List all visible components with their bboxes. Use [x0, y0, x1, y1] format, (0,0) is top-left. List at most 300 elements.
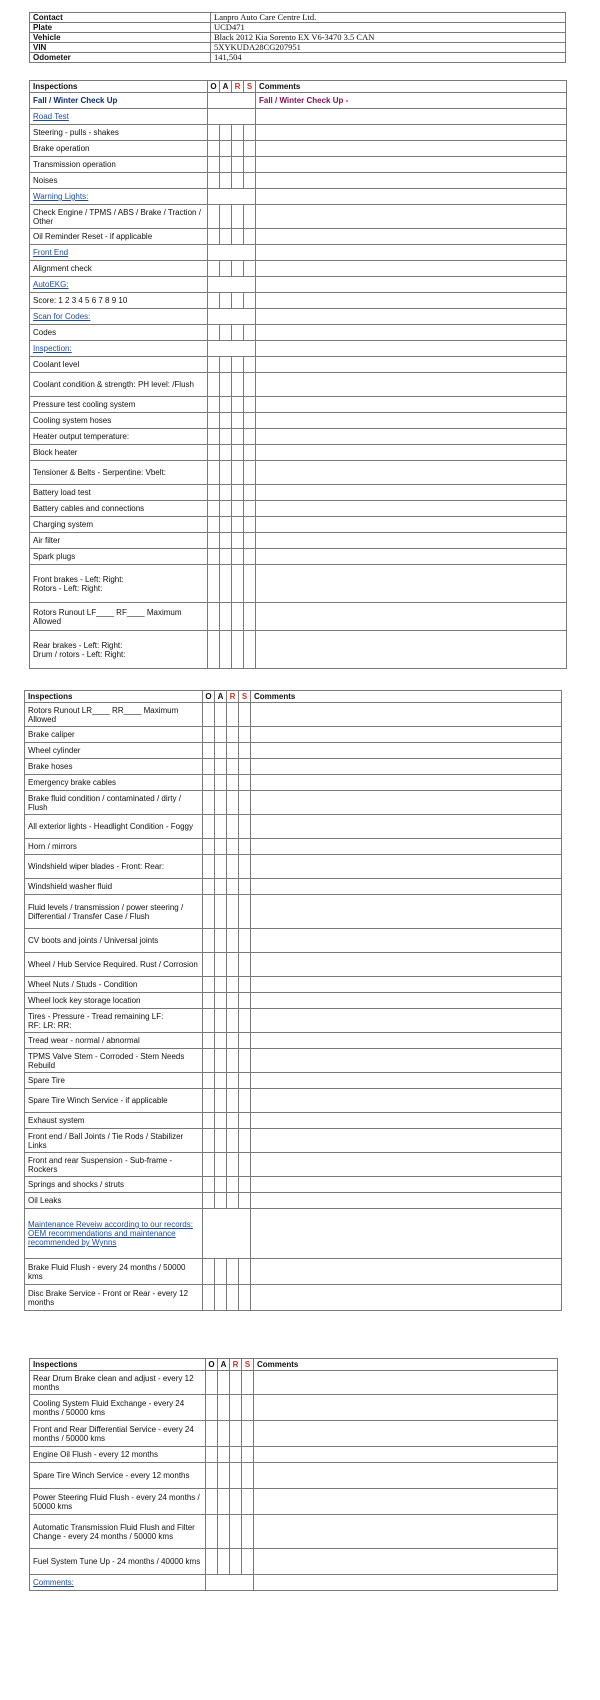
- checkbox-r[interactable]: [230, 1515, 242, 1549]
- comment-cell[interactable]: [256, 533, 567, 549]
- checkbox-o[interactable]: [203, 743, 215, 759]
- checkbox-r[interactable]: [227, 929, 239, 953]
- comment-cell[interactable]: [256, 413, 567, 429]
- checkbox-a[interactable]: [215, 929, 227, 953]
- checkbox-a[interactable]: [220, 565, 232, 603]
- section-heading[interactable]: [30, 341, 208, 357]
- checkbox-o[interactable]: [206, 1447, 218, 1463]
- checkbox-a[interactable]: [220, 229, 232, 245]
- comment-cell[interactable]: [251, 1129, 562, 1153]
- checkbox-r[interactable]: [227, 743, 239, 759]
- checkbox-a[interactable]: [215, 879, 227, 895]
- checkbox-a[interactable]: [215, 953, 227, 977]
- checkbox-a[interactable]: [215, 703, 227, 727]
- checkbox-a[interactable]: [215, 1177, 227, 1193]
- checkbox-o[interactable]: [203, 993, 215, 1009]
- checkbox-s[interactable]: [244, 261, 256, 277]
- comment-cell[interactable]: [256, 603, 567, 631]
- checkbox-o[interactable]: [206, 1371, 218, 1395]
- checkbox-o[interactable]: [208, 373, 220, 397]
- checkbox-a[interactable]: [215, 815, 227, 839]
- checkbox-o[interactable]: [208, 501, 220, 517]
- checkbox-a[interactable]: [220, 261, 232, 277]
- checkbox-r[interactable]: [232, 429, 244, 445]
- checkbox-o[interactable]: [206, 1549, 218, 1575]
- checkbox-r[interactable]: [232, 461, 244, 485]
- comment-cell[interactable]: [256, 397, 567, 413]
- checkbox-r[interactable]: [227, 855, 239, 879]
- comment-cell[interactable]: [256, 501, 567, 517]
- checkbox-o[interactable]: [203, 1033, 215, 1049]
- comment-cell[interactable]: [251, 815, 562, 839]
- checkbox-r[interactable]: [227, 977, 239, 993]
- checkbox-r[interactable]: [230, 1371, 242, 1395]
- checkbox-s[interactable]: [242, 1371, 254, 1395]
- checkbox-o[interactable]: [203, 791, 215, 815]
- checkbox-o[interactable]: [203, 775, 215, 791]
- checkbox-s[interactable]: [239, 1129, 251, 1153]
- comment-cell[interactable]: [254, 1549, 558, 1575]
- checkbox-o[interactable]: [203, 879, 215, 895]
- checkbox-a[interactable]: [215, 1113, 227, 1129]
- comment-cell[interactable]: [251, 1193, 562, 1209]
- section-heading[interactable]: [30, 309, 208, 325]
- checkbox-o[interactable]: [208, 293, 220, 309]
- checkbox-o[interactable]: [208, 261, 220, 277]
- comment-cell[interactable]: [256, 205, 567, 229]
- checkbox-s[interactable]: [244, 413, 256, 429]
- checkbox-s[interactable]: [239, 775, 251, 791]
- checkbox-r[interactable]: [227, 1049, 239, 1073]
- checkbox-a[interactable]: [215, 839, 227, 855]
- comment-cell[interactable]: [256, 357, 567, 373]
- checkbox-a[interactable]: [220, 141, 232, 157]
- checkbox-s[interactable]: [244, 325, 256, 341]
- checkbox-r[interactable]: [227, 1009, 239, 1033]
- checkbox-s[interactable]: [242, 1463, 254, 1489]
- checkbox-o[interactable]: [203, 1193, 215, 1209]
- checkbox-s[interactable]: [242, 1515, 254, 1549]
- checkbox-r[interactable]: [232, 125, 244, 141]
- comment-cell[interactable]: [251, 743, 562, 759]
- comment-cell[interactable]: [251, 1177, 562, 1193]
- comment-cell[interactable]: [256, 125, 567, 141]
- comment-cell[interactable]: [256, 549, 567, 565]
- checkbox-r[interactable]: [227, 993, 239, 1009]
- section-heading[interactable]: [30, 189, 208, 205]
- comment-cell[interactable]: [256, 141, 567, 157]
- comment-cell[interactable]: [256, 429, 567, 445]
- section-heading[interactable]: [30, 245, 208, 261]
- checkbox-s[interactable]: [244, 603, 256, 631]
- checkbox-o[interactable]: [208, 205, 220, 229]
- checkbox-r[interactable]: [227, 953, 239, 977]
- comment-cell[interactable]: [254, 1463, 558, 1489]
- checkbox-a[interactable]: [215, 1259, 227, 1285]
- comment-cell[interactable]: [251, 1209, 562, 1259]
- comment-cell[interactable]: [251, 977, 562, 993]
- checkbox-r[interactable]: [230, 1447, 242, 1463]
- comment-cell[interactable]: [251, 727, 562, 743]
- comment-cell[interactable]: [251, 1113, 562, 1129]
- comment-cell[interactable]: [251, 791, 562, 815]
- checkbox-o[interactable]: [203, 727, 215, 743]
- checkbox-s[interactable]: [239, 1177, 251, 1193]
- checkbox-a[interactable]: [215, 1153, 227, 1177]
- checkbox-s[interactable]: [239, 1009, 251, 1033]
- checkbox-s[interactable]: [242, 1395, 254, 1421]
- checkbox-s[interactable]: [244, 631, 256, 669]
- checkbox-r[interactable]: [232, 533, 244, 549]
- checkbox-r[interactable]: [232, 157, 244, 173]
- checkbox-r[interactable]: [232, 141, 244, 157]
- checkbox-s[interactable]: [244, 157, 256, 173]
- checkbox-s[interactable]: [239, 815, 251, 839]
- checkbox-r[interactable]: [227, 1177, 239, 1193]
- checkbox-s[interactable]: [244, 141, 256, 157]
- checkbox-a[interactable]: [215, 977, 227, 993]
- checkbox-s[interactable]: [242, 1447, 254, 1463]
- comment-cell[interactable]: [256, 109, 567, 125]
- checkbox-r[interactable]: [230, 1489, 242, 1515]
- checkbox-o[interactable]: [206, 1515, 218, 1549]
- checkbox-o[interactable]: [203, 1009, 215, 1033]
- checkbox-o[interactable]: [203, 1285, 215, 1311]
- checkbox-a[interactable]: [220, 205, 232, 229]
- checkbox-s[interactable]: [239, 1259, 251, 1285]
- checkbox-a[interactable]: [215, 1285, 227, 1311]
- checkbox-o[interactable]: [208, 533, 220, 549]
- checkbox-a[interactable]: [220, 501, 232, 517]
- checkbox-a[interactable]: [220, 517, 232, 533]
- checkbox-o[interactable]: [208, 397, 220, 413]
- checkbox-a[interactable]: [220, 549, 232, 565]
- checkbox-a[interactable]: [220, 397, 232, 413]
- checkbox-s[interactable]: [244, 445, 256, 461]
- comment-cell[interactable]: [256, 229, 567, 245]
- checkbox-s[interactable]: [244, 397, 256, 413]
- checkbox-r[interactable]: [227, 1073, 239, 1089]
- checkbox-o[interactable]: [208, 173, 220, 189]
- checkbox-o[interactable]: [208, 549, 220, 565]
- checkbox-s[interactable]: [239, 879, 251, 895]
- checkbox-s[interactable]: [244, 125, 256, 141]
- checkbox-a[interactable]: [215, 1089, 227, 1113]
- checkbox-a[interactable]: [218, 1447, 230, 1463]
- checkbox-o[interactable]: [208, 603, 220, 631]
- checkbox-a[interactable]: [220, 157, 232, 173]
- checkbox-r[interactable]: [232, 229, 244, 245]
- comment-cell[interactable]: [251, 1049, 562, 1073]
- checkbox-r[interactable]: [227, 1089, 239, 1113]
- comment-cell[interactable]: [254, 1395, 558, 1421]
- checkbox-r[interactable]: [227, 727, 239, 743]
- checkbox-o[interactable]: [203, 703, 215, 727]
- comment-cell[interactable]: [251, 1033, 562, 1049]
- checkbox-s[interactable]: [244, 429, 256, 445]
- checkbox-o[interactable]: [208, 141, 220, 157]
- checkbox-s[interactable]: [239, 1089, 251, 1113]
- checkbox-r[interactable]: [227, 1193, 239, 1209]
- checkbox-a[interactable]: [215, 1073, 227, 1089]
- checkbox-o[interactable]: [208, 413, 220, 429]
- checkbox-o[interactable]: [203, 759, 215, 775]
- checkbox-s[interactable]: [244, 485, 256, 501]
- checkbox-s[interactable]: [239, 895, 251, 929]
- checkbox-s[interactable]: [244, 205, 256, 229]
- checkbox-s[interactable]: [239, 1073, 251, 1089]
- checkbox-a[interactable]: [218, 1515, 230, 1549]
- section-heading[interactable]: [30, 1575, 206, 1591]
- checkbox-r[interactable]: [230, 1421, 242, 1447]
- section-heading[interactable]: [30, 277, 208, 293]
- checkbox-o[interactable]: [203, 1177, 215, 1193]
- checkbox-o[interactable]: [203, 929, 215, 953]
- checkbox-a[interactable]: [215, 775, 227, 791]
- checkbox-a[interactable]: [215, 1033, 227, 1049]
- checkbox-a[interactable]: [220, 631, 232, 669]
- checkbox-a[interactable]: [215, 895, 227, 929]
- checkbox-o[interactable]: [203, 839, 215, 855]
- checkbox-a[interactable]: [220, 173, 232, 189]
- comment-cell[interactable]: [251, 1089, 562, 1113]
- checkbox-a[interactable]: [215, 759, 227, 775]
- checkbox-o[interactable]: [203, 977, 215, 993]
- comment-cell[interactable]: [251, 1073, 562, 1089]
- checkbox-a[interactable]: [220, 413, 232, 429]
- checkbox-s[interactable]: [244, 549, 256, 565]
- checkbox-r[interactable]: [232, 413, 244, 429]
- comment-cell[interactable]: [251, 1259, 562, 1285]
- comment-cell[interactable]: [254, 1447, 558, 1463]
- checkbox-o[interactable]: [208, 485, 220, 501]
- checkbox-s[interactable]: [242, 1549, 254, 1575]
- checkbox-r[interactable]: [232, 173, 244, 189]
- checkbox-r[interactable]: [232, 205, 244, 229]
- checkbox-s[interactable]: [242, 1489, 254, 1515]
- comment-cell[interactable]: [256, 277, 567, 293]
- checkbox-s[interactable]: [239, 1049, 251, 1073]
- checkbox-a[interactable]: [218, 1463, 230, 1489]
- comment-cell[interactable]: [251, 775, 562, 791]
- comment-cell[interactable]: [256, 189, 567, 205]
- comment-cell[interactable]: [251, 703, 562, 727]
- comment-cell[interactable]: [256, 325, 567, 341]
- checkbox-s[interactable]: [244, 501, 256, 517]
- checkbox-r[interactable]: [227, 815, 239, 839]
- checkbox-o[interactable]: [208, 357, 220, 373]
- checkbox-r[interactable]: [232, 357, 244, 373]
- checkbox-r[interactable]: [232, 325, 244, 341]
- checkbox-s[interactable]: [239, 791, 251, 815]
- checkbox-s[interactable]: [242, 1421, 254, 1447]
- checkbox-r[interactable]: [227, 759, 239, 775]
- comment-cell[interactable]: [256, 309, 567, 325]
- checkbox-r[interactable]: [232, 373, 244, 397]
- checkbox-s[interactable]: [239, 953, 251, 977]
- comment-cell[interactable]: [254, 1489, 558, 1515]
- checkbox-o[interactable]: [206, 1489, 218, 1515]
- checkbox-r[interactable]: [232, 565, 244, 603]
- checkbox-r[interactable]: [227, 1033, 239, 1049]
- checkbox-a[interactable]: [218, 1489, 230, 1515]
- checkbox-a[interactable]: [220, 325, 232, 341]
- checkbox-o[interactable]: [206, 1421, 218, 1447]
- checkbox-a[interactable]: [218, 1421, 230, 1447]
- checkbox-o[interactable]: [208, 429, 220, 445]
- comment-cell[interactable]: [256, 631, 567, 669]
- checkbox-a[interactable]: [218, 1371, 230, 1395]
- checkbox-r[interactable]: [230, 1463, 242, 1489]
- checkbox-s[interactable]: [244, 533, 256, 549]
- checkbox-s[interactable]: [239, 727, 251, 743]
- comment-cell[interactable]: [251, 895, 562, 929]
- checkbox-a[interactable]: [215, 993, 227, 1009]
- checkbox-a[interactable]: [220, 429, 232, 445]
- checkbox-s[interactable]: [244, 229, 256, 245]
- comment-cell[interactable]: [251, 839, 562, 855]
- section-heading[interactable]: [25, 1209, 203, 1259]
- checkbox-o[interactable]: [208, 461, 220, 485]
- checkbox-o[interactable]: [208, 517, 220, 533]
- checkbox-a[interactable]: [215, 1049, 227, 1073]
- checkbox-a[interactable]: [218, 1395, 230, 1421]
- checkbox-o[interactable]: [208, 125, 220, 141]
- checkbox-a[interactable]: [220, 125, 232, 141]
- checkbox-s[interactable]: [244, 357, 256, 373]
- checkbox-r[interactable]: [227, 879, 239, 895]
- comment-cell[interactable]: [256, 517, 567, 533]
- checkbox-a[interactable]: [215, 1009, 227, 1033]
- checkbox-r[interactable]: [232, 517, 244, 533]
- checkbox-o[interactable]: [203, 1089, 215, 1113]
- checkbox-s[interactable]: [239, 703, 251, 727]
- checkbox-a[interactable]: [215, 1193, 227, 1209]
- comment-cell[interactable]: [254, 1371, 558, 1395]
- checkbox-s[interactable]: [239, 977, 251, 993]
- checkbox-s[interactable]: [239, 929, 251, 953]
- checkbox-o[interactable]: [203, 1049, 215, 1073]
- checkbox-a[interactable]: [215, 1129, 227, 1153]
- checkbox-a[interactable]: [215, 727, 227, 743]
- checkbox-r[interactable]: [232, 397, 244, 413]
- checkbox-r[interactable]: [227, 703, 239, 727]
- checkbox-r[interactable]: [227, 895, 239, 929]
- checkbox-s[interactable]: [239, 1033, 251, 1049]
- comment-cell[interactable]: [256, 445, 567, 461]
- checkbox-a[interactable]: [215, 791, 227, 815]
- checkbox-o[interactable]: [206, 1463, 218, 1489]
- checkbox-r[interactable]: [232, 549, 244, 565]
- checkbox-r[interactable]: [232, 293, 244, 309]
- checkbox-r[interactable]: [227, 1285, 239, 1311]
- comment-cell[interactable]: [256, 485, 567, 501]
- comment-cell[interactable]: [251, 929, 562, 953]
- checkbox-a[interactable]: [218, 1549, 230, 1575]
- comment-cell[interactable]: [256, 373, 567, 397]
- checkbox-s[interactable]: [239, 759, 251, 775]
- comment-cell[interactable]: [254, 1515, 558, 1549]
- checkbox-s[interactable]: [239, 1285, 251, 1311]
- checkbox-s[interactable]: [239, 855, 251, 879]
- checkbox-s[interactable]: [239, 1113, 251, 1129]
- checkbox-o[interactable]: [203, 855, 215, 879]
- checkbox-o[interactable]: [208, 565, 220, 603]
- checkbox-s[interactable]: [244, 517, 256, 533]
- checkbox-o[interactable]: [203, 895, 215, 929]
- checkbox-s[interactable]: [244, 173, 256, 189]
- comment-cell[interactable]: [251, 855, 562, 879]
- checkbox-a[interactable]: [220, 461, 232, 485]
- checkbox-s[interactable]: [244, 373, 256, 397]
- checkbox-a[interactable]: [220, 373, 232, 397]
- comment-cell[interactable]: [256, 341, 567, 357]
- comment-cell[interactable]: [256, 293, 567, 309]
- comment-cell[interactable]: [256, 173, 567, 189]
- checkbox-s[interactable]: [239, 993, 251, 1009]
- checkbox-o[interactable]: [203, 1113, 215, 1129]
- comment-cell[interactable]: [251, 993, 562, 1009]
- checkbox-a[interactable]: [215, 743, 227, 759]
- checkbox-o[interactable]: [208, 157, 220, 173]
- comment-cell[interactable]: [256, 261, 567, 277]
- checkbox-r[interactable]: [232, 603, 244, 631]
- checkbox-s[interactable]: [244, 293, 256, 309]
- checkbox-r[interactable]: [227, 1153, 239, 1177]
- checkbox-r[interactable]: [227, 1129, 239, 1153]
- comment-cell[interactable]: [256, 565, 567, 603]
- checkbox-r[interactable]: [232, 631, 244, 669]
- checkbox-r[interactable]: [227, 1113, 239, 1129]
- comment-cell[interactable]: [256, 461, 567, 485]
- comment-cell[interactable]: [251, 759, 562, 775]
- checkbox-o[interactable]: [203, 815, 215, 839]
- checkbox-o[interactable]: [208, 325, 220, 341]
- comment-cell[interactable]: [251, 1153, 562, 1177]
- checkbox-a[interactable]: [220, 445, 232, 461]
- checkbox-r[interactable]: [230, 1395, 242, 1421]
- checkbox-s[interactable]: [239, 1193, 251, 1209]
- comment-cell[interactable]: [256, 245, 567, 261]
- checkbox-r[interactable]: [232, 501, 244, 517]
- checkbox-r[interactable]: [227, 1259, 239, 1285]
- section-heading[interactable]: [30, 109, 208, 125]
- checkbox-o[interactable]: [203, 1073, 215, 1089]
- checkbox-r[interactable]: [230, 1549, 242, 1575]
- checkbox-o[interactable]: [203, 1259, 215, 1285]
- checkbox-a[interactable]: [220, 533, 232, 549]
- checkbox-o[interactable]: [208, 229, 220, 245]
- checkbox-s[interactable]: [239, 839, 251, 855]
- checkbox-o[interactable]: [208, 631, 220, 669]
- checkbox-s[interactable]: [239, 1153, 251, 1177]
- checkbox-a[interactable]: [220, 603, 232, 631]
- checkbox-a[interactable]: [220, 357, 232, 373]
- comment-cell[interactable]: [256, 157, 567, 173]
- checkbox-a[interactable]: [215, 855, 227, 879]
- checkbox-a[interactable]: [220, 485, 232, 501]
- checkbox-o[interactable]: [206, 1395, 218, 1421]
- checkbox-s[interactable]: [244, 461, 256, 485]
- checkbox-r[interactable]: [227, 775, 239, 791]
- checkbox-r[interactable]: [232, 485, 244, 501]
- comment-cell[interactable]: [251, 1285, 562, 1311]
- checkbox-r[interactable]: [227, 791, 239, 815]
- comment-cell[interactable]: [254, 1575, 558, 1591]
- comment-cell[interactable]: [254, 1421, 558, 1447]
- checkbox-o[interactable]: [208, 445, 220, 461]
- checkbox-s[interactable]: [239, 743, 251, 759]
